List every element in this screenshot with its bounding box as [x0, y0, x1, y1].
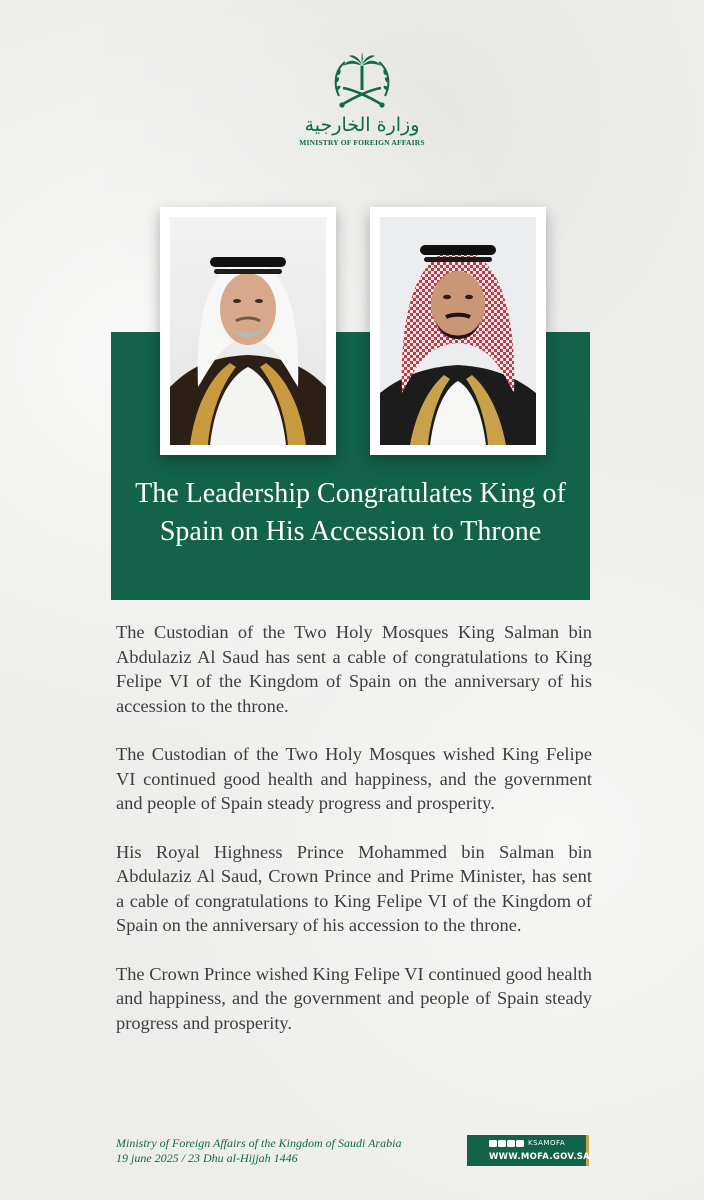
article-body	[116, 620, 592, 1059]
headline-title: The Leadership Congratulates King of Spain on His Accession to Throne	[135, 478, 566, 547]
paragraph-3: His Royal Highness Prince Mohammed bin Salman bin Abdulaziz Al Saud, Crown Prince and Prime Minister, has sent a cable of congratulations to King Felipe VI of the Kingdom of Spain on the anniversary of his accession to the throne.	[116, 841, 592, 935]
youtube-icon[interactable]	[489, 1140, 497, 1147]
facebook-icon[interactable]	[498, 1140, 506, 1147]
footer-social-badge[interactable]	[467, 1135, 589, 1166]
portrait-crown-prince-photo	[380, 217, 536, 445]
ministry-logo	[292, 52, 432, 162]
portrait-crown-prince-frame	[370, 207, 546, 455]
paragraph-4: The Crown Prince wished King Felipe VI continued good health and happiness, and the government and people of Spain steady progress and prosperity.	[116, 963, 592, 1033]
website-link[interactable]: WWW.MOFA.GOV.SA	[489, 1152, 591, 1162]
social-handle: KSAMOFA	[528, 1139, 566, 1147]
footer-date: 19 june 2025 / 23 Dhu al-Hijjah 1446	[116, 1151, 298, 1165]
portrait-king-frame	[160, 207, 336, 455]
palm-and-swords-emblem-icon	[329, 52, 395, 112]
footer-credit	[116, 1136, 401, 1166]
instagram-icon[interactable]	[507, 1140, 515, 1147]
social-row	[489, 1139, 565, 1147]
paragraph-1: The Custodian of the Two Holy Mosques King Salman bin Abdulaziz Al Saud has sent a cable of congratulations to King Felipe VI of the Kingdom of Spain on the anniversary of his accession to the throne.	[116, 622, 592, 716]
footer-ministry: Ministry of Foreign Affairs of the Kingdom of Saudi Arabia	[116, 1136, 402, 1150]
x-icon[interactable]	[516, 1140, 524, 1147]
ministry-name-english: MINISTRY OF FOREIGN AFFAIRS	[299, 138, 425, 147]
paragraph-2: The Custodian of the Two Holy Mosques wished King Felipe VI continued good health and happiness, and the government and people of Spain steady progress and prosperity.	[116, 744, 592, 813]
ministry-name-arabic: وزارة الخارجية	[304, 114, 420, 136]
portrait-king-photo	[170, 217, 326, 445]
